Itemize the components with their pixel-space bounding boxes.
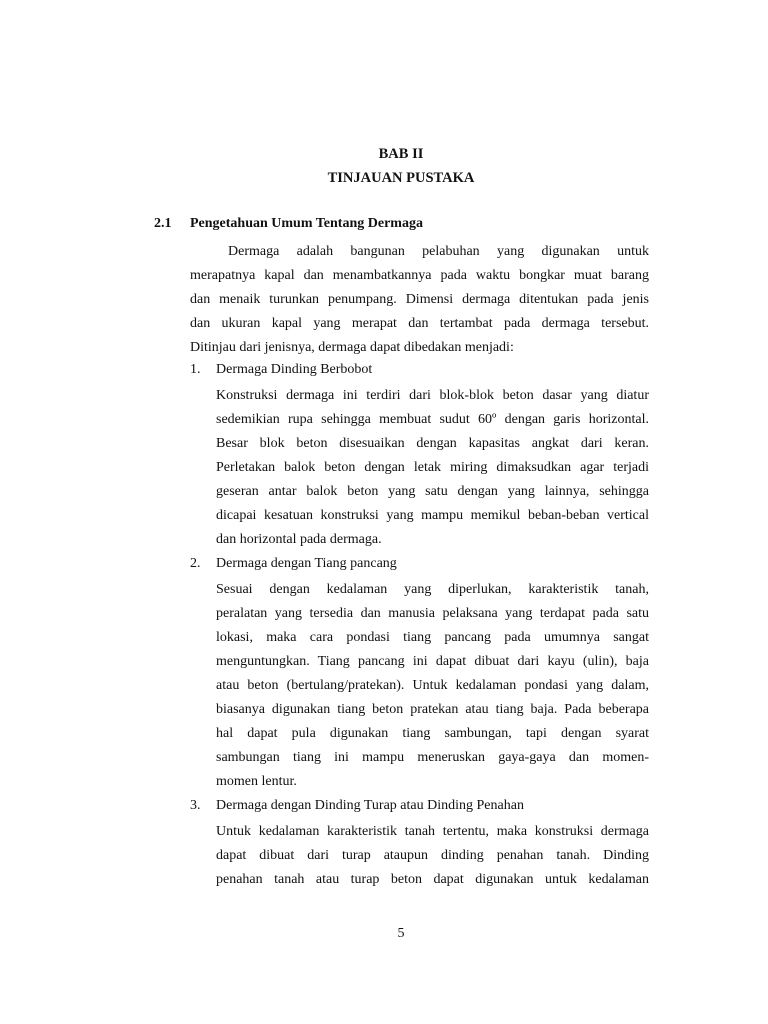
paragraph-line: Perletakan balok beton dengan letak miring dimaksudkan agar terjadi xyxy=(216,460,649,475)
chapter-title: TINJAUAN PUSTAKA xyxy=(327,170,475,186)
paragraph-line: peralatan yang tersedia dan manusia pelaksana yang terdapat pada satu xyxy=(216,606,649,621)
section-title: Pengetahuan Umum Tentang Dermaga xyxy=(190,216,423,231)
paragraph-line: Untuk kedalaman karakteristik tanah tertentu, maka konstruksi dermaga xyxy=(216,824,649,839)
paragraph-line: sambungan tiang ini mampu meneruskan gaya-gaya dan momen- xyxy=(216,750,649,765)
list-item-number: 3. xyxy=(190,798,201,813)
paragraph-line: dan ukuran kapal yang merapat dan tertambat pada dermaga tersebut. xyxy=(190,316,649,331)
paragraph-line: penahan tanah atau turap beton dapat digunakan untuk kedalaman xyxy=(216,872,649,887)
paragraph-line: Konstruksi dermaga ini terdiri dari blok-blok beton dasar yang diatur xyxy=(216,388,649,403)
paragraph-line: hal dapat pula digunakan tiang sambungan, tapi dengan syarat xyxy=(216,726,649,741)
paragraph-line: momen lentur. xyxy=(216,774,297,789)
chapter-label: BAB II xyxy=(378,146,424,162)
list-item-title: Dermaga Dinding Berbobot xyxy=(216,362,373,377)
list-item-number: 2. xyxy=(190,556,201,571)
paragraph-line: dapat dibuat dari turap ataupun dinding penahan tanah. Dinding xyxy=(216,848,649,863)
paragraph-line: dan horizontal pada dermaga. xyxy=(216,532,382,547)
list-item-number: 1. xyxy=(190,362,201,377)
paragraph-line: Dermaga adalah bangunan pelabuhan yang digunakan untuk xyxy=(228,244,649,259)
paragraph-line: Ditinjau dari jenisnya, dermaga dapat dibedakan menjadi: xyxy=(190,340,514,355)
paragraph-line: lokasi, maka cara pondasi tiang pancang pada umumnya sangat xyxy=(216,630,649,645)
paragraph-line: Sesuai dengan kedalaman yang diperlukan, karakteristik tanah, xyxy=(216,582,649,597)
paragraph-line: dan menaik turunkan penumpang. Dimensi dermaga ditentukan pada jenis xyxy=(190,292,649,307)
paragraph-line: Besar blok beton disesuaikan dengan kapasitas angkat dari keran. xyxy=(216,436,649,451)
list-item-title: Dermaga dengan Dinding Turap atau Dinding Penahan xyxy=(216,798,524,813)
paragraph-line: atau beton (bertulang/pratekan). Untuk kedalaman pondasi yang dalam, xyxy=(216,678,649,693)
list-item-body xyxy=(216,578,649,794)
list-item-body xyxy=(216,384,649,552)
paragraph-line: biasanya digunakan tiang beton pratekan atau tiang baja. Pada beberapa xyxy=(216,702,649,717)
paragraph-line: merapatnya kapal dan menambatkannya pada waktu bongkar muat barang xyxy=(190,268,649,283)
paragraph-line: sedemikian rupa sehingga membuat sudut 60º dengan garis horizontal. xyxy=(216,412,649,427)
paragraph-line: geseran antar balok beton yang satu dengan yang lainnya, sehingga xyxy=(216,484,649,499)
paragraph-line: dicapai kesatuan konstruksi yang mampu memikul beban-beban vertical xyxy=(216,508,649,523)
paragraph-line: menguntungkan. Tiang pancang ini dapat dibuat dari kayu (ulin), baja xyxy=(216,654,649,669)
page-number: 5 xyxy=(397,926,405,941)
section-heading xyxy=(154,216,423,232)
list-item-body xyxy=(216,820,649,892)
list-item-title: Dermaga dengan Tiang pancang xyxy=(216,556,397,571)
section-number: 2.1 xyxy=(154,216,172,231)
